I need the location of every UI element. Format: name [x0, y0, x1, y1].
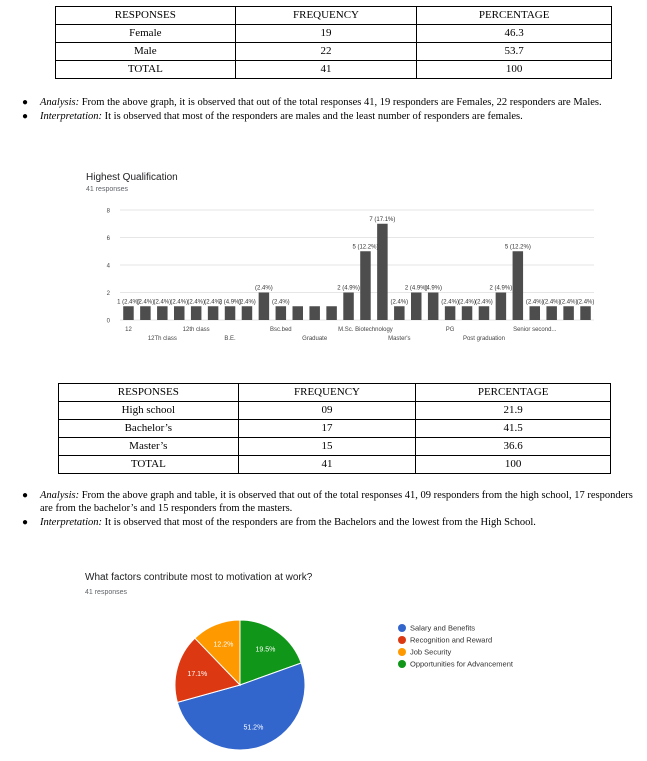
y-tick-label: 4 [106, 263, 110, 270]
gender-table [55, 6, 612, 79]
table-cell: 15 [238, 438, 416, 456]
bar-data-label: (2.4%) [187, 299, 206, 306]
y-tick-label: 8 [106, 208, 110, 215]
x-tick-label: Master's [388, 336, 411, 342]
table-header-cell: RESPONSES [59, 384, 239, 402]
table-cell: 36.6 [416, 438, 611, 456]
table-cell: Female [56, 25, 236, 43]
table-header-cell: PERCENTAGE [417, 7, 612, 25]
table-row [56, 43, 612, 61]
bar-data-label: 7 (17.1%) [369, 216, 396, 223]
table-header-cell: PERCENTAGE [416, 384, 611, 402]
bar [411, 293, 421, 321]
table-row [56, 61, 612, 79]
interpretation-text: It is observed that most of the responders are males and the least number of responders are females. [102, 111, 523, 122]
bullet-dot: ● [22, 490, 29, 501]
table-cell: 41 [238, 456, 416, 474]
bar [293, 306, 303, 320]
bar [276, 306, 286, 320]
x-tick-label: PG [445, 327, 455, 333]
bar [259, 293, 269, 321]
bar [360, 251, 370, 320]
legend-swatch [398, 624, 406, 632]
bar [242, 306, 252, 320]
bar [140, 306, 150, 320]
legend-swatch [398, 636, 406, 644]
table-cell: Master’s [59, 438, 239, 456]
bar [546, 306, 556, 320]
bar-data-label: (2.4%) [255, 285, 273, 292]
legend-label: Job Security [410, 647, 452, 657]
bar [157, 306, 167, 320]
bar [428, 293, 438, 321]
chart1-subtitle: 41 responses [86, 186, 129, 193]
table-cell: TOTAL [56, 61, 236, 79]
table-row [59, 402, 611, 420]
pie-slice-label: 51.2% [243, 724, 264, 732]
table-cell: 09 [238, 402, 416, 420]
bar-data-label: (2.4%) [475, 299, 493, 306]
bar-data-label: (2.4%) [170, 299, 189, 306]
x-tick-label: Graduate [302, 336, 328, 342]
x-tick-label: 12Th class [147, 336, 177, 342]
legend-label: Recognition and Reward [410, 635, 493, 645]
legend-label: Opportunities for Advancement [410, 659, 513, 669]
bar [174, 306, 184, 320]
table-cell: 21.9 [416, 402, 611, 420]
bar [445, 306, 455, 320]
analysis-label: Analysis: [40, 97, 80, 108]
bar-data-label: 2 (4.9%) [404, 285, 428, 292]
table-cell: 41 [235, 61, 417, 79]
table-header-row [56, 7, 612, 25]
bar-data-label: 2 (4.9%) [337, 285, 360, 292]
bar [530, 306, 540, 320]
bar [513, 251, 523, 320]
bullet-analysis [8, 489, 640, 515]
table-header-cell: FREQUENCY [238, 384, 416, 402]
motivation-pie-chart [140, 610, 640, 760]
bar [462, 306, 472, 320]
analysis-block-1 [8, 96, 640, 124]
table-header-cell: RESPONSES [56, 7, 236, 25]
bar-data-label: (2.4%) [441, 299, 459, 306]
bar-data-label: 5 (12.2%) [352, 244, 379, 251]
interpretation-label: Interpretation: [40, 111, 103, 122]
table-cell: Male [56, 43, 236, 61]
bar [496, 293, 506, 321]
qualification-bar-chart [84, 198, 604, 358]
table-cell: High school [59, 402, 239, 420]
bar [563, 306, 573, 320]
table-cell: 41.5 [416, 420, 611, 438]
x-tick-label: 12th class [182, 327, 210, 333]
analysis-text: From the above graph, it is observed that out of the total responses 41, 19 responders are Females, 22 responders are Males. [79, 97, 602, 108]
legend-swatch [398, 648, 406, 656]
x-tick-label: M.Sc. Biotechnology [338, 327, 393, 333]
bar-data-label: (2.4%) [204, 299, 222, 306]
x-tick-label: 12 [125, 327, 132, 333]
x-tick-label: B.E. [224, 336, 236, 342]
pie-slice-label: 17.1% [187, 670, 208, 678]
bar-data-label: (2.4%) [238, 299, 256, 306]
bar [580, 306, 590, 320]
bar-data-label: (2.4%) [390, 299, 409, 306]
y-tick-label: 6 [106, 236, 110, 242]
pie-slice-label: 19.5% [255, 646, 276, 654]
bar [225, 306, 235, 320]
bar-data-label: 5 (12.2%) [504, 244, 531, 251]
table-row [59, 456, 611, 474]
bullet-analysis [8, 96, 640, 109]
table-cell: Bachelor’s [59, 420, 239, 438]
table-row [59, 438, 611, 456]
chart2-subtitle: 41 responses [85, 589, 128, 596]
table-cell: 100 [416, 456, 611, 474]
pie-slice-label: 12.2% [213, 641, 234, 649]
bar-data-label: (2.4%) [576, 299, 595, 306]
table-cell: 22 [235, 43, 417, 61]
bar [309, 306, 319, 320]
qualification-table [58, 383, 611, 474]
table-row [59, 420, 611, 438]
bar-data-label: (2.4%) [458, 299, 476, 306]
bar [208, 306, 218, 320]
table-header-cell: FREQUENCY [235, 7, 417, 25]
y-tick-label: 0 [106, 318, 110, 325]
bar-data-label: (2.4%) [136, 299, 155, 306]
bar-data-label: 2 (4.9%) [218, 299, 242, 306]
bar-data-label: (4.9%) [424, 285, 443, 292]
bullet-dot: ● [22, 111, 29, 122]
table-cell: 46.3 [417, 25, 612, 43]
bar [326, 306, 336, 320]
chart2-title: What factors contribute most to motivation at work? [85, 572, 313, 583]
bar-data-label: (2.4%) [153, 299, 172, 306]
bullet-dot: ● [22, 517, 29, 528]
x-tick-label: Senior second... [513, 327, 557, 333]
table-cell: 17 [238, 420, 416, 438]
bullet-interpretation [8, 516, 640, 529]
y-tick-label: 2 [106, 291, 110, 297]
bar-data-label: 2 (4.9%) [489, 285, 513, 292]
chart1-title: Highest Qualification [86, 172, 178, 183]
table-cell: 100 [417, 61, 612, 79]
bullet-interpretation [8, 110, 640, 123]
bar [377, 224, 387, 320]
legend-label: Salary and Benefits [410, 623, 476, 633]
x-tick-label: Post graduation [462, 336, 505, 342]
legend-swatch [398, 660, 406, 668]
bar-data-label: (2.4%) [271, 299, 290, 306]
bullet-dot: ● [22, 97, 29, 108]
analysis-block-2 [8, 489, 640, 530]
bar [123, 306, 133, 320]
bar-data-label: (2.4%) [559, 299, 578, 306]
bar [394, 306, 404, 320]
bar [479, 306, 489, 320]
table-header-row [59, 384, 611, 402]
table-row [56, 25, 612, 43]
x-tick-label: Bsc.bed [269, 327, 292, 333]
analysis-text: From the above graph and table, it is observed that out of the total responses 41, 09 responders from the high school, 17 responders are from the bachelor’s and 15 responders from the masters. [40, 490, 633, 514]
bar [191, 306, 201, 320]
bar-data-label: (2.4%) [525, 299, 544, 306]
table-cell: TOTAL [59, 456, 239, 474]
bar-data-label: (2.4%) [542, 299, 561, 306]
analysis-label: Analysis: [40, 490, 80, 501]
interpretation-label: Interpretation: [40, 517, 103, 528]
bar-data-label: 1 (2.4%) [117, 299, 140, 306]
table-cell: 53.7 [417, 43, 612, 61]
interpretation-text: It is observed that most of the responders are from the Bachelors and the lowest from the High School. [102, 517, 536, 528]
bar [343, 293, 353, 321]
table-cell: 19 [235, 25, 417, 43]
